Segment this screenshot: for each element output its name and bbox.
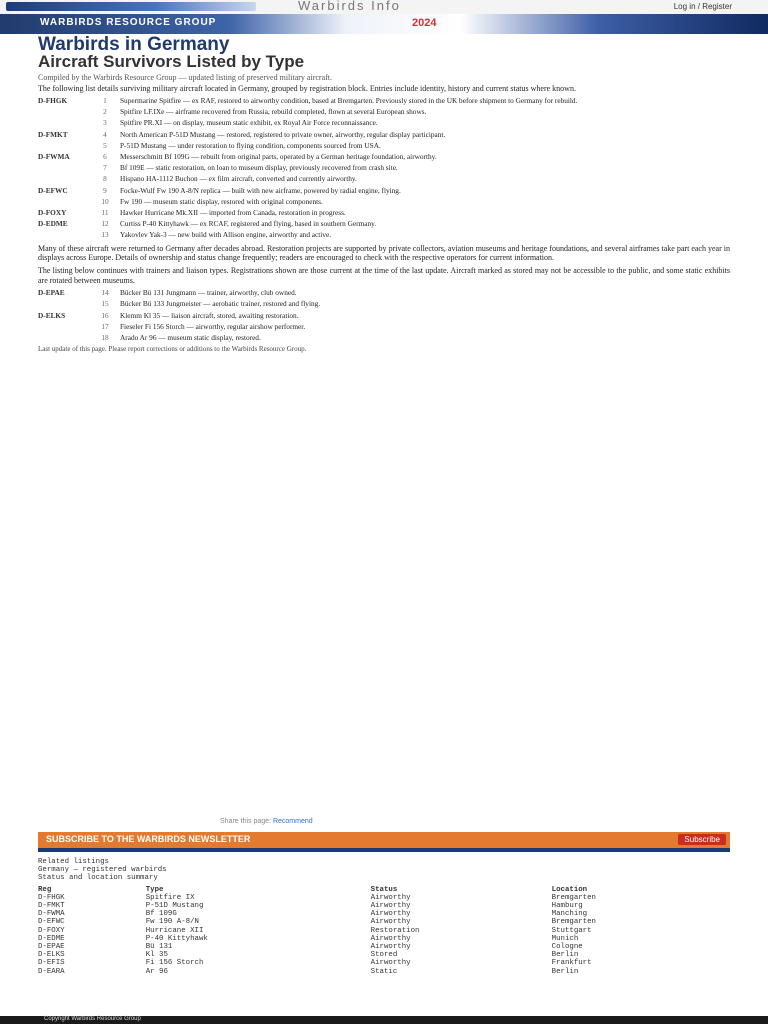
table-cell: D-EDME xyxy=(38,934,65,943)
table-cell: Stored xyxy=(370,951,398,960)
table-header-row xyxy=(38,886,718,894)
list-item xyxy=(38,142,730,150)
row-number: 9 xyxy=(103,185,107,195)
list-item xyxy=(38,175,730,183)
row-description: Spitfire LF.IXe — airframe recovered from Russia, rebuild completed, flown at several European shows. xyxy=(120,107,427,117)
row-number: 6 xyxy=(103,152,107,162)
list-item xyxy=(38,220,730,228)
row-description: Bf 109E — static restoration, on loan to museum display, previously recovered from crash site. xyxy=(120,163,398,173)
subscribe-button[interactable]: Subscribe xyxy=(678,834,726,845)
table-row xyxy=(38,951,718,959)
row-number: 7 xyxy=(103,163,107,173)
row-description: Bücker Bü 131 Jungmann — trainer, airworthy, club owned. xyxy=(120,288,297,298)
table-row xyxy=(38,910,718,918)
table-cell: Fi 156 Storch xyxy=(145,959,204,968)
article-paragraph: The listing below continues with trainers and liaison types. Registrations shown are those current at the time of the last update. Aircraft marked as stored may not be accessible to the public, and some static exhibits are rotated between museums. xyxy=(38,266,730,285)
table-row xyxy=(38,968,718,976)
page-title: Warbirds in Germany xyxy=(38,34,230,55)
row-description: Arado Ar 96 — museum static display, restored. xyxy=(120,333,261,343)
row-registration: D-EFWC xyxy=(38,185,68,195)
row-registration: D-FWMA xyxy=(38,152,70,162)
table-row xyxy=(38,959,718,967)
share-label: Share this page: xyxy=(220,818,271,825)
row-description: Spitfire PR.XI — on display, museum static exhibit, ex Royal Air Force reconnaissance. xyxy=(120,118,378,128)
row-number: 4 xyxy=(103,129,107,139)
row-registration: D-FHGK xyxy=(38,96,68,105)
share-line xyxy=(220,818,313,825)
article-meta: Compiled by the Warbirds Resource Group — updated listing of preserved military aircraft. xyxy=(38,73,333,82)
table-cell: Frankfurt xyxy=(551,959,592,968)
row-registration: D-EDME xyxy=(38,219,68,229)
list-item xyxy=(38,312,730,320)
table-cell: Airworthy xyxy=(370,934,411,943)
table-cell: Bremgarten xyxy=(551,893,596,902)
list-item xyxy=(38,187,730,195)
row-description: P-51D Mustang — under restoration to flying condition, components sourced from USA. xyxy=(120,140,381,150)
table-cell: D-FHGK xyxy=(38,893,65,902)
row-number: 10 xyxy=(101,196,109,206)
article-intro: The following list details surviving military aircraft located in Germany, grouped by registration block. Entries include identity, history and current status where known. xyxy=(38,84,576,93)
row-registration: D-FMKT xyxy=(38,129,68,139)
table-cell: Spitfire IX xyxy=(145,893,195,902)
row-number: 5 xyxy=(103,140,107,150)
row-description: Hispano HA-1112 Buchon — ex film aircraft, converted and currently airworthy. xyxy=(120,174,357,184)
table-cell: Static xyxy=(370,967,398,976)
section-heading: Related listings xyxy=(38,858,109,866)
row-description: Yakovlev Yak-3 — new build with Allison engine, airworthy and active. xyxy=(120,230,332,240)
table-row xyxy=(38,935,718,943)
promo-strip[interactable] xyxy=(38,832,730,848)
table-cell: Airworthy xyxy=(370,918,411,927)
top-header xyxy=(0,0,768,15)
table-cell: D-EARA xyxy=(38,967,65,976)
table-cell: Hamburg xyxy=(551,902,583,911)
list-item xyxy=(38,153,730,161)
table-cell: Munich xyxy=(551,934,579,943)
list-item xyxy=(38,131,730,139)
row-number: 2 xyxy=(103,107,107,117)
row-registration xyxy=(38,175,90,183)
row-number: 1 xyxy=(103,96,107,105)
row-number: 18 xyxy=(101,333,109,343)
row-registration: D-EPAE xyxy=(38,288,65,298)
login-link[interactable]: Log in / Register xyxy=(673,2,732,11)
list-item xyxy=(38,334,730,342)
list-item xyxy=(38,108,730,116)
row-registration: D-ELKS xyxy=(38,310,66,320)
table-cell: Airworthy xyxy=(370,943,411,952)
table-cell: Manching xyxy=(551,910,588,919)
row-registration xyxy=(38,334,90,342)
row-number: 13 xyxy=(101,230,109,240)
footer xyxy=(0,1016,768,1024)
table-cell: D-FWMA xyxy=(38,910,65,919)
table-cell: Berlin xyxy=(551,967,579,976)
aircraft-list xyxy=(38,97,730,240)
summary-table xyxy=(38,886,718,976)
list-item xyxy=(38,231,730,239)
row-number: 11 xyxy=(101,208,109,218)
table-row xyxy=(38,927,718,935)
table-cell: D-EFIS xyxy=(38,959,65,968)
row-number: 16 xyxy=(101,310,109,320)
row-description: Supermarine Spitfire — ex RAF, restored to airworthy condition, based at Bremgarten. Previously stored in the UK before shipment to Germany for rebuild. xyxy=(120,96,578,105)
row-registration xyxy=(38,323,90,331)
footer-text: Copyright Warbirds Resource Group xyxy=(44,1016,141,1022)
section-heading: Status and location summary xyxy=(38,874,158,883)
list-item xyxy=(38,323,730,331)
site-title: Warbirds Info xyxy=(298,0,401,13)
row-number: 3 xyxy=(103,118,107,128)
list-item xyxy=(38,198,730,206)
row-description: Curtiss P-40 Kittyhawk — ex RCAF, registered and flying, based in southern Germany. xyxy=(120,219,377,229)
recommend-link[interactable]: Recommend xyxy=(272,818,313,825)
list-item xyxy=(38,97,730,105)
table-cell: Airworthy xyxy=(370,893,411,902)
table-cell: Airworthy xyxy=(370,910,411,919)
row-number: 15 xyxy=(101,299,109,309)
trainer-list xyxy=(38,289,730,342)
table-cell: Cologne xyxy=(551,943,583,952)
table-cell: D-FOXY xyxy=(38,926,65,935)
banner-badge: 2024 xyxy=(412,17,437,29)
table-body xyxy=(38,894,718,976)
banner xyxy=(0,14,768,34)
row-description: Hawker Hurricane Mk.XII — imported from Canada, restoration in progress. xyxy=(120,208,346,218)
column-header: Status xyxy=(370,885,398,894)
site-logo[interactable] xyxy=(6,2,256,11)
column-header: Type xyxy=(145,885,164,894)
table-row xyxy=(38,902,718,910)
table-cell: Bf 109G xyxy=(145,910,177,919)
table-cell: D-EFWC xyxy=(38,918,65,927)
table-cell: Hurricane XII xyxy=(145,926,204,935)
summary-section xyxy=(38,858,730,976)
row-description: Bücker Bü 133 Jungmeister — aerobatic trainer, restored and flying. xyxy=(120,299,321,309)
table-cell: Fw 190 A-8/N xyxy=(145,918,199,927)
promo-underline xyxy=(38,848,730,852)
table-cell: Stuttgart xyxy=(551,926,592,935)
table-cell: Restoration xyxy=(370,926,420,935)
table-cell: P-51D Mustang xyxy=(145,902,204,911)
list-item xyxy=(38,209,730,217)
table-cell: Airworthy xyxy=(370,959,411,968)
article-paragraph: Many of these aircraft were returned to Germany after decades abroad. Restoration projects are supported by private collectors, aviation museums and heritage foundations, and several airframes take part each year in displays across Europe. Details of ownership and status change frequently; readers are encouraged to check with the respective operators for current information. xyxy=(38,243,730,263)
row-registration xyxy=(38,142,90,150)
list-item xyxy=(38,164,730,172)
table-row xyxy=(38,894,718,902)
table-cell: D-ELKS xyxy=(38,951,65,960)
row-description: Fieseler Fi 156 Storch — airworthy, regular airshow performer. xyxy=(120,321,306,331)
row-description: Focke-Wulf Fw 190 A-8/N replica — built with new airframe, powered by radial engine, flying. xyxy=(120,185,401,195)
row-registration xyxy=(38,119,90,127)
page-subtitle: Aircraft Survivors Listed by Type xyxy=(38,52,305,71)
row-description: Klemm Kl 35 — liaison aircraft, stored, awaiting restoration. xyxy=(120,310,299,320)
table-row xyxy=(38,943,718,951)
list-item xyxy=(38,119,730,127)
row-number: 17 xyxy=(101,321,109,331)
section-heading: Germany — registered warbirds xyxy=(38,866,167,875)
row-registration xyxy=(38,164,90,172)
table-cell: P-40 Kittyhawk xyxy=(145,934,208,943)
row-description: Messerschmitt Bf 109G — rebuilt from original parts, operated by a German heritage foundation, airworthy. xyxy=(120,152,437,162)
row-number: 14 xyxy=(101,288,109,298)
banner-text: WARBIRDS RESOURCE GROUP xyxy=(40,17,217,28)
row-registration xyxy=(38,231,90,239)
table-row xyxy=(38,918,718,926)
row-registration xyxy=(38,198,90,206)
promo-text: SUBSCRIBE TO THE WARBIRDS NEWSLETTER xyxy=(46,834,251,844)
update-note: Last update of this page. Please report corrections or additions to the Warbirds Resource Group. xyxy=(38,345,307,354)
article xyxy=(38,34,730,356)
table-cell: Ar 96 xyxy=(145,967,168,976)
row-description: North American P-51D Mustang — restored, registered to private owner, airworthy, regular display participant. xyxy=(120,129,446,139)
row-registration xyxy=(38,108,90,116)
table-cell: Berlin xyxy=(551,951,579,960)
row-registration: D-FOXY xyxy=(38,208,67,218)
row-registration xyxy=(38,300,90,308)
row-number: 8 xyxy=(103,174,107,184)
row-description: Fw 190 — museum static display, restored with original components. xyxy=(120,196,323,206)
table-cell: D-EPAE xyxy=(38,943,65,952)
table-cell: Airworthy xyxy=(370,902,411,911)
table-cell: Bü 131 xyxy=(145,943,173,952)
table-cell: Kl 35 xyxy=(145,951,168,960)
column-header: Reg xyxy=(38,885,52,894)
column-header: Location xyxy=(551,885,588,894)
table-cell: Bremgarten xyxy=(551,918,596,927)
list-item xyxy=(38,289,730,297)
row-number: 12 xyxy=(101,219,109,229)
table-cell: D-FMKT xyxy=(38,902,65,911)
list-item xyxy=(38,300,730,308)
